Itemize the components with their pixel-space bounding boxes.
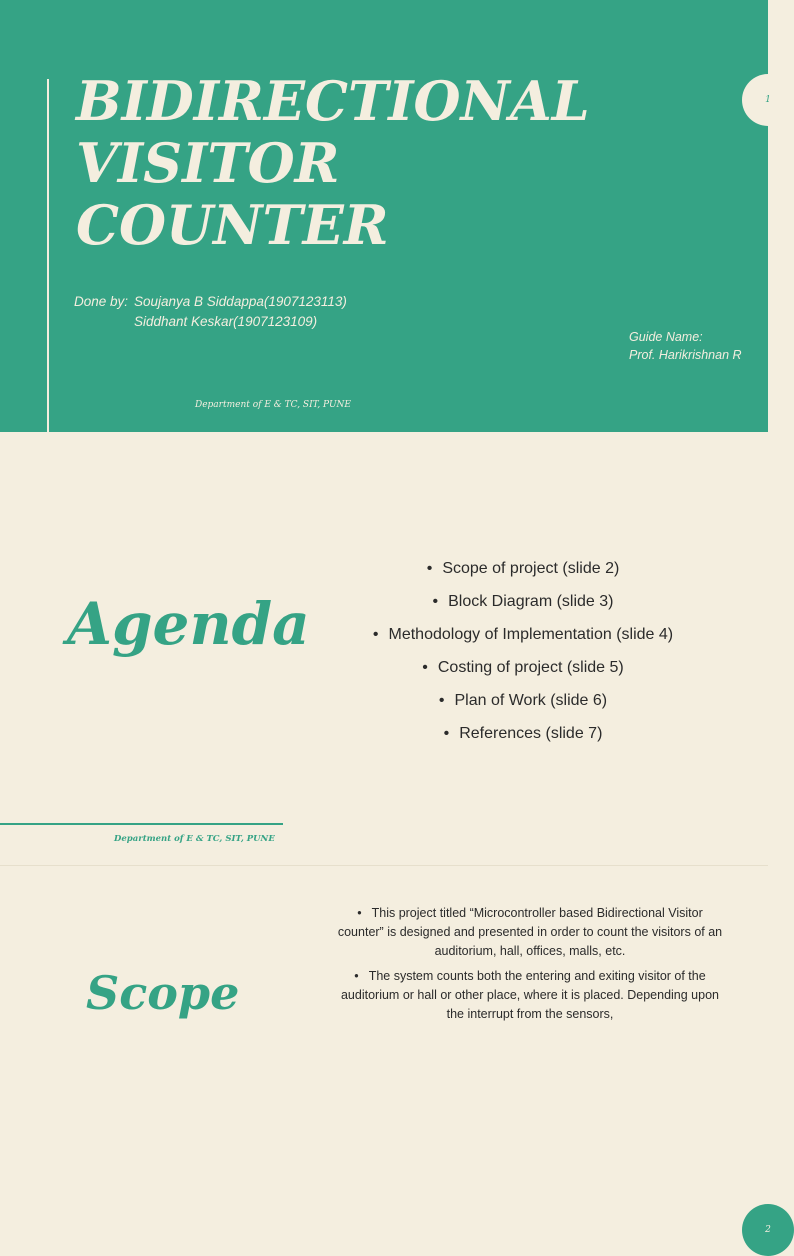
agenda-item: • Block Diagram (slide 3)	[330, 585, 716, 618]
guide-name: Prof. Harikrishnan R	[629, 348, 742, 362]
agenda-item: • Scope of project (slide 2)	[330, 552, 716, 585]
title-line: COUNTER	[76, 193, 389, 257]
department-footer: Department of E & TC, SIT, PUNE	[114, 834, 275, 844]
scope-point: • The system counts both the entering and exiting visitor of the auditorium or hall or other place, where it is placed. Depending upon the interrupt from the sensors,	[334, 967, 726, 1024]
agenda-item: • Plan of Work (slide 6)	[330, 684, 716, 717]
scope-heading: Scope	[86, 966, 240, 1020]
done-by-label: Done by:	[74, 294, 129, 309]
agenda-heading: Agenda	[67, 590, 310, 658]
guide-label: Guide Name:	[629, 330, 703, 344]
presentation-title	[76, 70, 736, 256]
agenda-item: • Methodology of Implementation (slide 4)	[330, 618, 716, 651]
guide-block	[629, 328, 742, 364]
scope-slide	[0, 866, 768, 1024]
scope-points	[334, 904, 726, 1030]
department-footer: Department of E & TC, SIT, PUNE	[195, 400, 351, 410]
title-line: VISITOR	[76, 131, 340, 195]
agenda-item: • Costing of project (slide 5)	[330, 651, 716, 684]
author-name: Soujanya B Siddappa(1907123113)	[134, 294, 347, 309]
agenda-item: • References (slide 7)	[330, 717, 716, 750]
title-slide	[0, 0, 771, 432]
scope-point: • This project titled “Microcontroller based Bidirectional Visitor counter” is designed and presented in order to count the visitors of an auditorium, hall, offices, malls, etc.	[334, 904, 726, 961]
page-number-badge: 2	[742, 1204, 794, 1256]
agenda-list	[330, 552, 716, 750]
page-number-badge: 1	[742, 74, 794, 126]
title-line: BIDIRECTIONAL	[76, 69, 590, 133]
footer-divider	[0, 823, 283, 825]
author-name: Siddhant Keskar(1907123109)	[134, 314, 318, 329]
author-names	[134, 292, 347, 332]
vertical-divider	[47, 79, 49, 432]
authors-block	[74, 292, 347, 329]
